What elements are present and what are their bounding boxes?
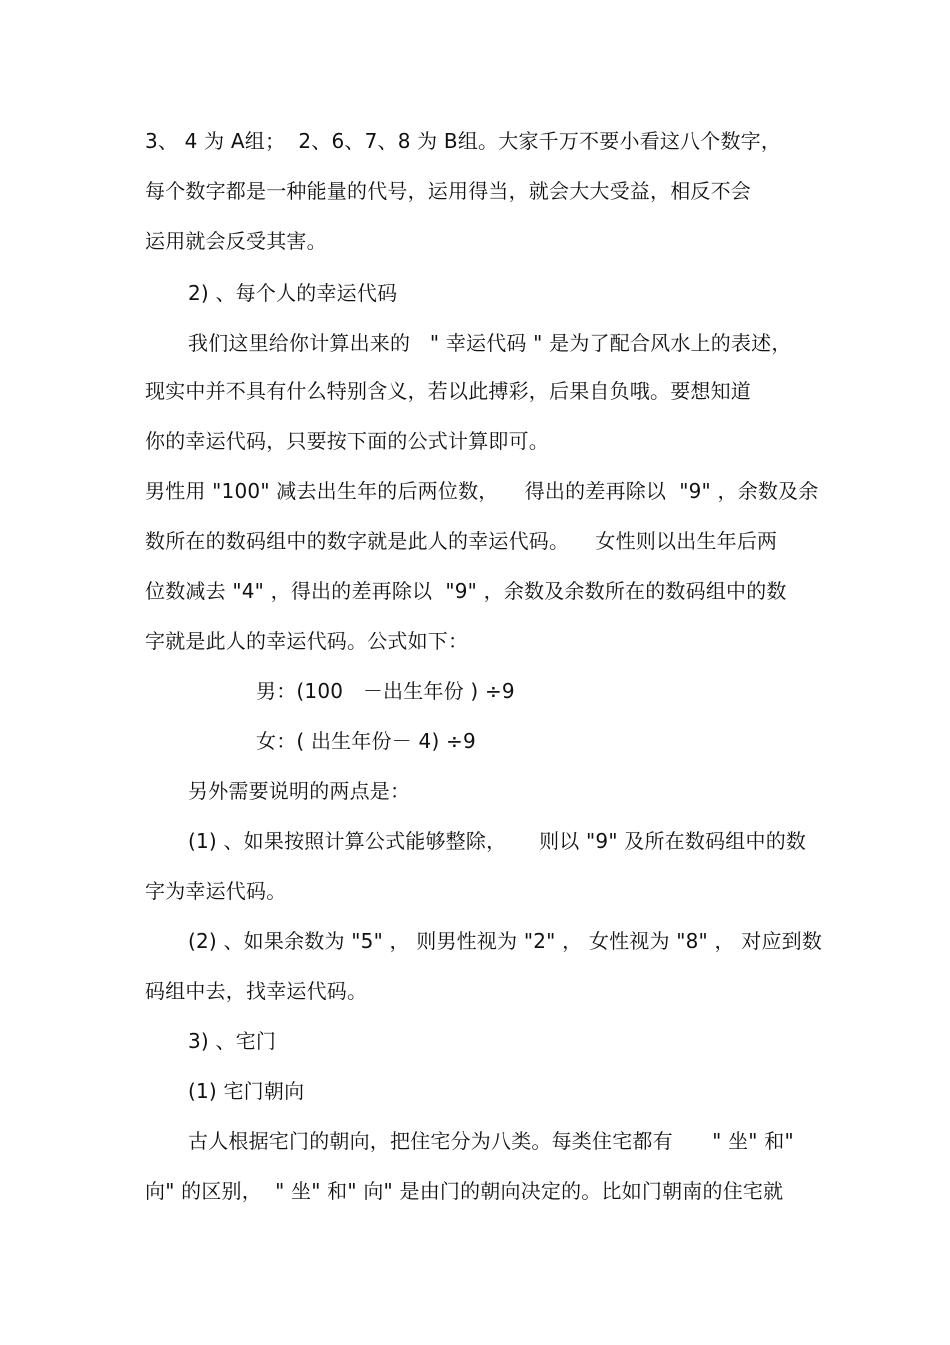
text-line: 向" 的区别， " 坐" 和" 向" 是由门的朝向决定的。比如门朝南的住宅就 — [145, 1179, 784, 1203]
text-line: 现实中并不具有什么特别含义，若以此搏彩，后果自负哦。要想知道 — [145, 379, 751, 403]
text-line: (1) 、如果按照计算公式能够整除， 则以 "9" 及所在数码组中的数 — [188, 829, 807, 853]
subsection-heading: (1) 宅门朝向 — [188, 1079, 305, 1103]
text-line: 字为幸运代码。 — [145, 879, 287, 903]
text-line: (2) 、如果余数为 "5" ， 则男性视为 "2" ， 女性视为 "8" ， 对应到数 — [188, 929, 823, 953]
section-heading: 2) 、每个人的幸运代码 — [188, 281, 398, 305]
text-line: 位数减去 "4" ，得出的差再除以 "9" ，余数及余数所在的数码组中的数 — [145, 579, 787, 603]
text-line: 运用就会反受其害。 — [145, 229, 327, 253]
text-line: 我们这里给你计算出来的 " 幸运代码 " 是为了配合风水上的表述， — [188, 331, 792, 355]
text-line: 古人根据宅门的朝向，把住宅分为八类。每类住宅都有 " 坐" 和" — [188, 1129, 794, 1153]
text-line: 另外需要说明的两点是： — [188, 779, 411, 803]
text-line: 码组中去，找幸运代码。 — [145, 979, 368, 1003]
formula-female: 女：( 出生年份－ 4) ÷9 — [256, 729, 476, 753]
formula-male: 男：(100 －出生年份 ) ÷9 — [256, 679, 515, 703]
text-line: 3、 4 为 A组； 2、6、7、8 为 B组。大家千万不要小看这八个数字， — [145, 129, 782, 153]
text-line: 你的幸运代码，只要按下面的公式计算即可。 — [145, 429, 549, 453]
text-line: 男性用 "100" 减去出生年的后两位数， 得出的差再除以 "9" ，余数及余 — [145, 479, 819, 503]
text-line: 字就是此人的幸运代码。公式如下： — [145, 629, 469, 653]
text-line: 数所在的数码组中的数字就是此人的幸运代码。 女性则以出生年后两 — [145, 529, 778, 553]
section-heading: 3) 、宅门 — [188, 1029, 277, 1053]
text-line: 每个数字都是一种能量的代号，运用得当，就会大大受益，相反不会 — [145, 179, 751, 203]
